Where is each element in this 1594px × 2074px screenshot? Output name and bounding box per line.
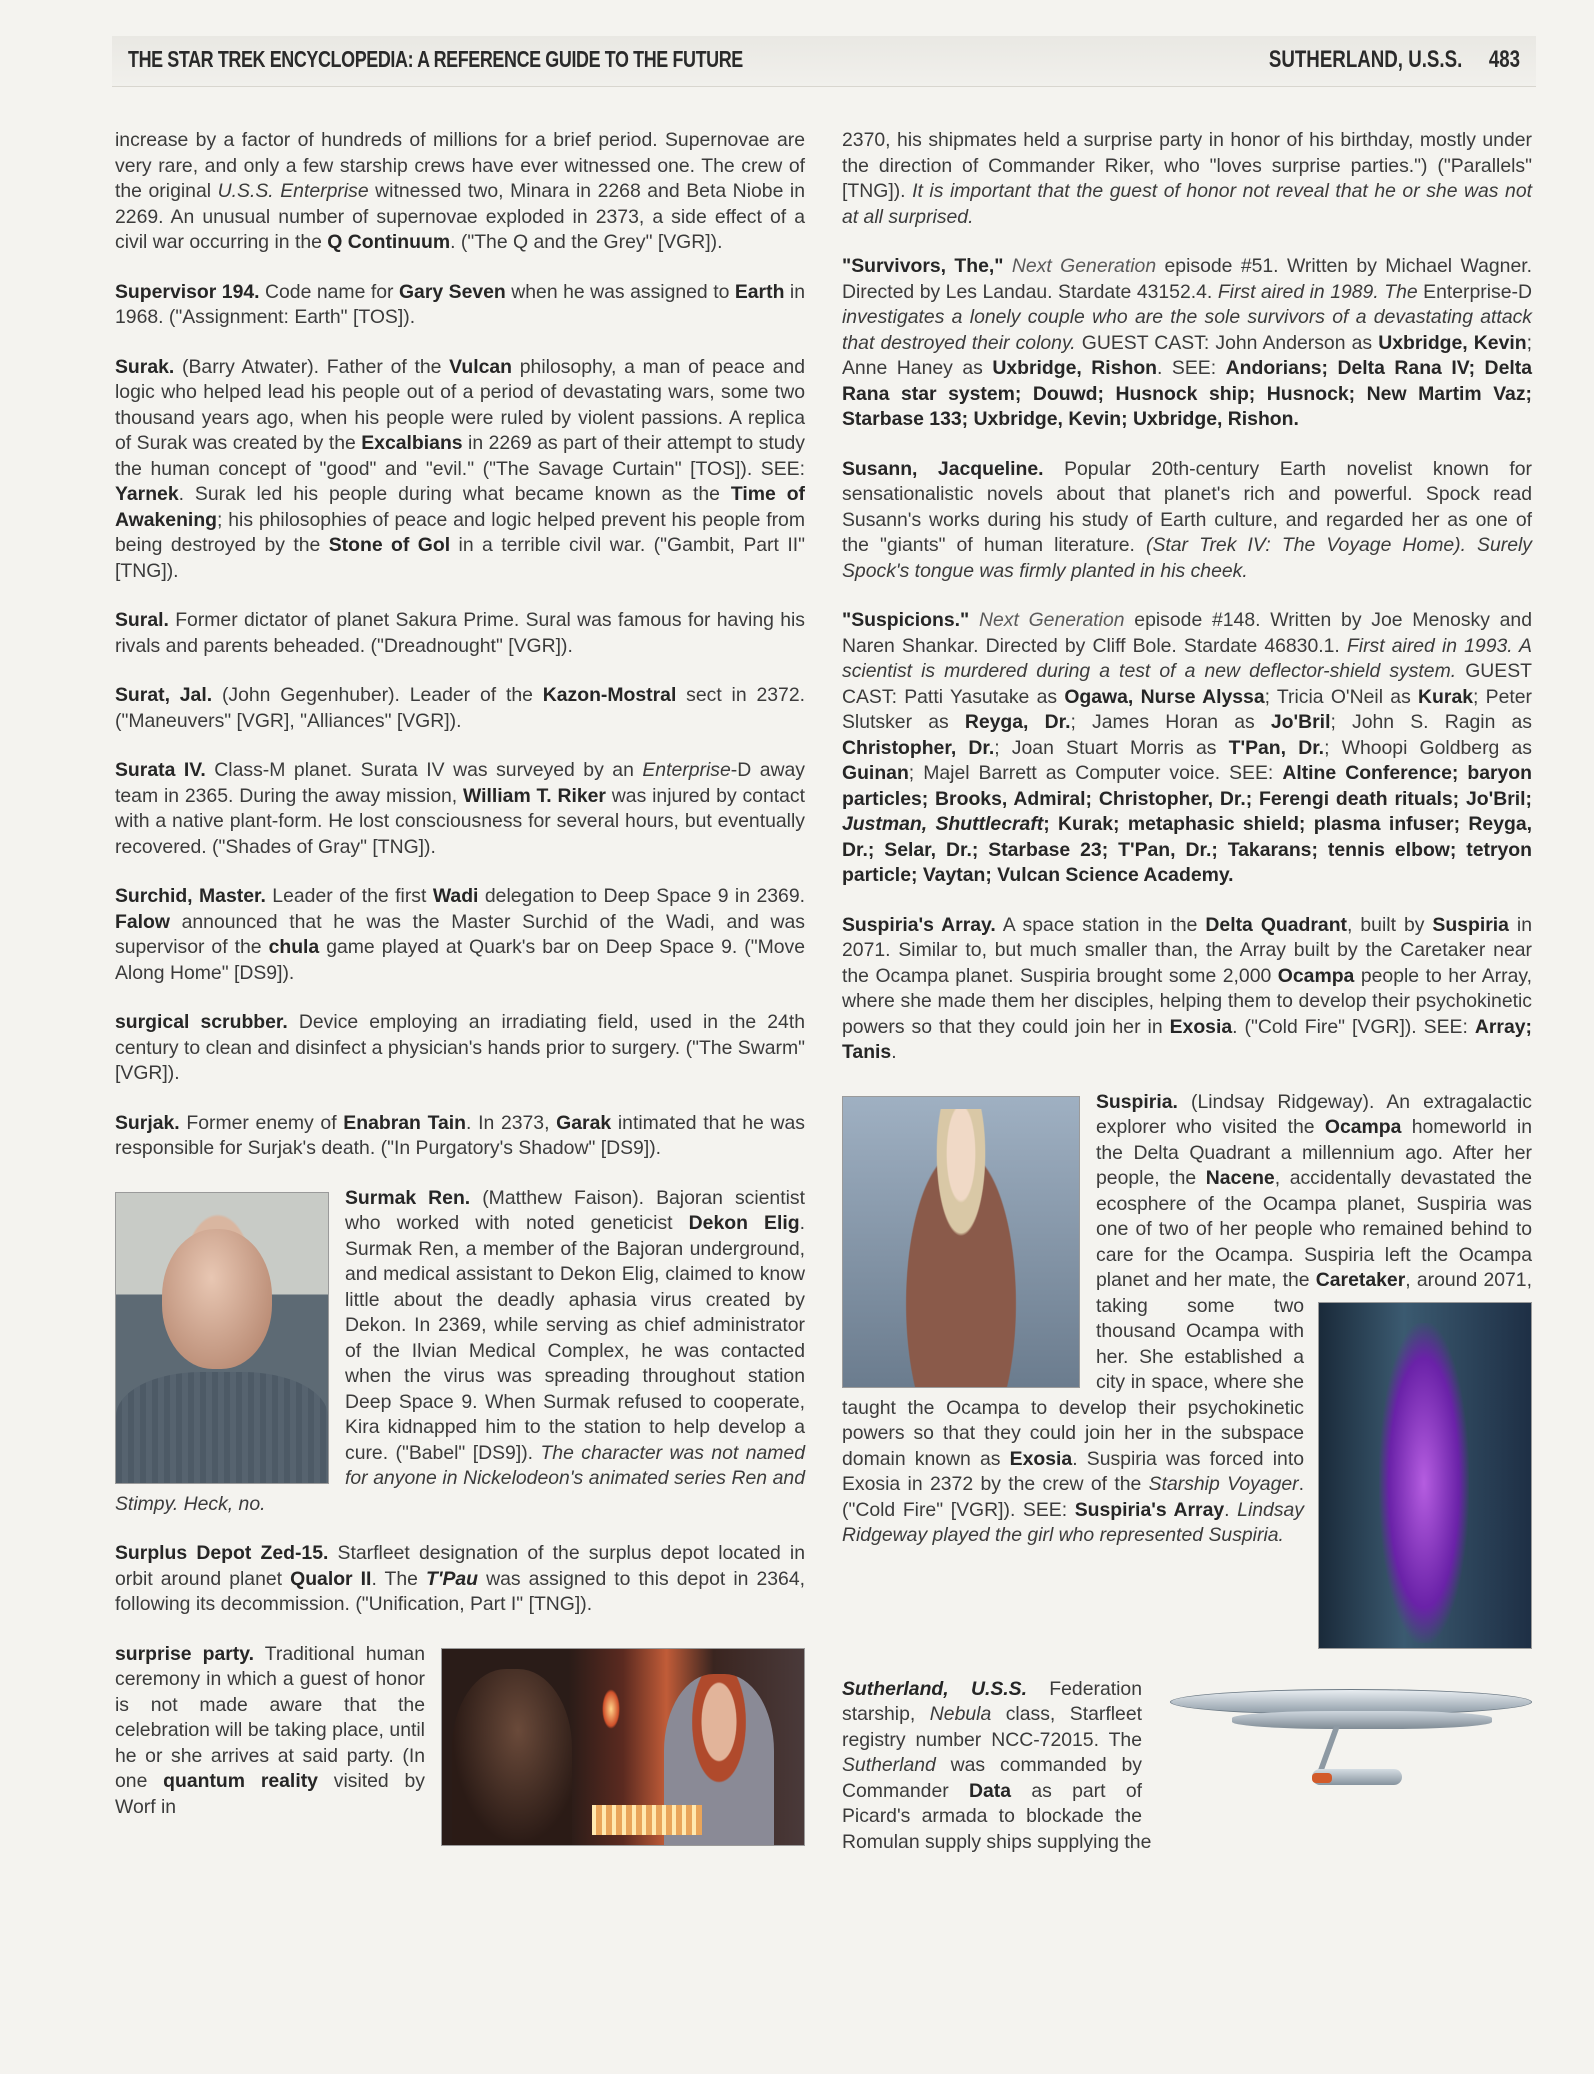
- text-run: Enterprise: [642, 759, 731, 781]
- text-run: Qualor II: [290, 1567, 372, 1590]
- text-run: Exosia: [1009, 1447, 1073, 1470]
- text-run: when he was assigned to: [505, 280, 735, 303]
- text-run: (Matthew Faison). Bajoran scientist who worked with noted geneticist: [345, 1186, 805, 1234]
- text-run: Caretaker: [1315, 1269, 1406, 1291]
- page-number: 483: [1488, 46, 1520, 73]
- entry-surata-iv: [115, 758, 805, 860]
- left-column: [115, 128, 805, 1874]
- text-run: ; Whoopi Goldberg as: [1324, 736, 1532, 759]
- text-run: philosophy, a man of peace and logic who helped lead his people out of a period of devastating wars, some two thousand years ago, when his people were ruled by violent passions. A replica of Surak was created by the: [115, 355, 805, 454]
- text-run: . Surak led his people during what became known as the: [178, 483, 731, 505]
- text-run: chula: [268, 936, 320, 958]
- text-run: in 2071. Similar to, but much smaller than, the Array built by the Caretaker near the Ocampa planet. Suspiria brought some 2,000: [842, 913, 1532, 987]
- text-run: Enterprise-D: [1423, 280, 1532, 303]
- text-run: Lindsay Ridgeway played the girl who represented Suspiria.: [842, 1498, 1304, 1546]
- text-run: intimated that he was responsible for Surjak's death. ("In Purgatory's Shadow" [DS9]).: [115, 1111, 806, 1159]
- headword: Surat, Jal.: [115, 684, 213, 706]
- entry-supernova-continued: [115, 128, 805, 256]
- text-run: Q Continuum: [327, 231, 451, 253]
- text-run: episode #51. Written by Michael Wagner. Directed by Les Landau. Stardate 43152.4.: [842, 255, 1532, 303]
- entry-surak: [115, 355, 805, 585]
- text-run: Next Generation: [969, 609, 1125, 631]
- text-run: . Suspiria was forced into Exosia in 2372 by the crew of the: [842, 1447, 1304, 1495]
- headword: Suspiria's Array.: [842, 913, 996, 936]
- text-run: The character was not named for anyone in Nickelodeon's animated series Ren and Stimpy. Heck, no.: [115, 1441, 805, 1515]
- book-title: THE STAR TREK ENCYCLOPEDIA: A REFERENCE GUIDE TO THE FUTURE: [128, 46, 743, 72]
- text-run: Dekon Elig: [688, 1212, 800, 1234]
- text-run: in 1968. ("Assignment: Earth" [TOS]).: [115, 280, 805, 328]
- text-run: (John Gegenhuber). Leader of the: [212, 684, 543, 706]
- text-run: ; Majel Barrett as Computer voice. SEE:: [908, 762, 1283, 784]
- text-run: . Surmak Ren, a member of the Bajoran underground, and medical assistant to Dekon Elig, claimed to know little about the deadly aphasia virus created by Dekon. In 2369, while serving as chief administrator of the Ilvian Medical Complex, he was contacted when the virus was spreading throughout station Deep Space 9. When Surmak refused to cooperate, Kira kidnapped him to the station to help develop a cure. ("Babel" [DS9]).: [345, 1212, 805, 1464]
- text-run: Wadi: [432, 885, 479, 907]
- entry-surjak: [115, 1111, 805, 1162]
- text-run: game played at Quark's bar on Deep Space 9. ("Move Along Home" [DS9]).: [115, 936, 806, 984]
- text-run: homeworld in the Delta Quadrant a millennium ago. After her people, the: [1096, 1116, 1533, 1189]
- headword: Surplus Depot Zed-15.: [115, 1542, 329, 1564]
- text-run: Uxbridge, Rishon: [992, 357, 1158, 379]
- text-run: Data: [969, 1779, 1012, 1802]
- text-run: Suspiria's Array: [1074, 1498, 1225, 1521]
- text-run: ; Tricia O'Neil as: [1264, 685, 1419, 708]
- text-run: . In 2373,: [466, 1111, 557, 1134]
- text-run: A space station in the: [995, 913, 1206, 936]
- text-run: Traditional human ceremony in which a guest of honor is not made aware that the celebration will be taking place, until he or she arrives at said party. (In one: [115, 1642, 426, 1792]
- entry-survivors: [842, 254, 1532, 433]
- entry-susann-jacqueline: [842, 457, 1532, 585]
- entry-surmak-ren: [115, 1186, 805, 1518]
- entry-suspicions: [842, 608, 1532, 889]
- entry-surchid-master: [115, 884, 805, 986]
- text-run: Vulcan: [449, 355, 513, 378]
- headword: Susann, Jacqueline.: [842, 457, 1044, 480]
- text-run: . SEE:: [1157, 357, 1226, 379]
- text-run: Former enemy of: [179, 1111, 344, 1134]
- text-run: (Lindsay Ridgeway). An extragalactic explorer who visited the: [1096, 1090, 1532, 1138]
- text-run: Starship Voyager: [1148, 1473, 1299, 1495]
- text-run: (Star Trek IV: The Voyage Home). Surely Spock's tongue was firmly planted in his cheek.: [842, 534, 1532, 582]
- text-run: ; his philosophies of peace and logic helped prevent his people from being destroyed by the: [115, 508, 805, 556]
- headword: Supervisor 194.: [115, 280, 260, 303]
- text-run: Exosia: [1169, 1015, 1233, 1038]
- text-run: was injured by contact with a native plant-form. He lost consciousness for several hours, but eventually recovered. ("Shades of Gray" [TNG]).: [115, 784, 805, 858]
- text-run: Garak: [556, 1111, 612, 1134]
- text-run: witnessed two, Minara in 2268 and Beta Niobe in 2269. An unusual number of supernovae exploded in 2373, a side effect of a civil war occurring in the: [115, 180, 806, 253]
- entry-sural: [115, 608, 805, 659]
- headword: Surak.: [115, 355, 175, 378]
- text-run: in a terrible civil war. ("Gambit, Part II" [TNG]).: [115, 534, 805, 582]
- illustration-starship-sutherland: [1152, 1677, 1532, 1807]
- text-run: . ("Cold Fire" [VGR]). SEE:: [842, 1473, 1305, 1521]
- text-run: people to her Array, where she made them her disciples, helping them to develop their psychokinetic powers so that they could join her in: [842, 964, 1532, 1038]
- headword: Surmak Ren.: [345, 1186, 471, 1209]
- text-run: investigates a lonely couple who are the sole survivors of a devastating attack that destroyed their colony.: [842, 306, 1532, 354]
- text-run: William T. Riker: [463, 784, 606, 807]
- text-run: ; James Horan as: [1070, 711, 1271, 733]
- text-run: It is important that the guest of honor not reveal that he or she was not at all surprised.: [842, 180, 1533, 228]
- photo-surprise-party: [441, 1648, 805, 1846]
- text-run: Kurak: [1418, 685, 1474, 708]
- text-run: class, Starfleet registry number NCC-72015. The: [842, 1703, 1142, 1751]
- entry-surplus-depot: [115, 1541, 805, 1618]
- entry-supervisor-194: [115, 280, 805, 331]
- text-run: delegation to Deep Space 9 in 2369.: [478, 885, 805, 907]
- headword: "Survivors, The,": [842, 255, 1004, 277]
- text-run: T'Pau: [426, 1567, 479, 1590]
- text-run: Federation starship,: [842, 1677, 1143, 1725]
- text-run: Gary Seven: [398, 280, 506, 303]
- text-run: Popular 20th-century Earth novelist known for sensationalistic novels about that planet's rich and powerful. Spock read Susann's works during his study of Earth culture, and regarded her as one of the "giants" of human literature.: [842, 457, 1533, 556]
- text-run: ; Kurak; metaphasic shield; plasma infuser; Reyga, Dr.; Selar, Dr.; Starbase 23; T'Pan, Dr.; Takarans; tennis elbow; tetryon particle; Vaytan; Vulcan Science Academy.: [842, 813, 1532, 886]
- text-run: Leader of the first: [265, 885, 433, 907]
- text-run: announced that he was the Master Surchid of the Wadi, and was supervisor of the: [115, 910, 805, 958]
- text-run: , built by: [1347, 913, 1433, 936]
- text-run: Next Generation: [1003, 255, 1157, 277]
- text-run: Starfleet designation of the surplus depot located in orbit around planet: [115, 1542, 806, 1590]
- text-run: T'Pan, Dr.: [1228, 736, 1325, 759]
- text-run: Nacene: [1205, 1167, 1275, 1189]
- text-run: Ocampa: [1324, 1116, 1402, 1138]
- text-run: Andorians; Delta Rana IV; Delta Rana star system; Douwd; Husnock ship; Husnock; New Martim Vaz; Starbase 133; Uxbridge, Kevin; Uxbridge, Rishon.: [842, 357, 1532, 430]
- entry-suspirias-array: [842, 913, 1532, 1066]
- text-run: U.S.S. Enterprise: [217, 180, 369, 202]
- text-run: , around 2071, taking some two thousand Ocampa with her. She established a city in space, where she taught the Ocampa to develop their psychokinetic powers so that they could join her in the subspace domain known as: [842, 1269, 1532, 1470]
- headword: surgical scrubber.: [115, 1011, 288, 1033]
- entry-surprise-party: [115, 1642, 805, 1850]
- text-run: episode #148. Written by Joe Menosky and Naren Shankar. Directed by Cliff Bole. Stardate 46830.1.: [842, 609, 1533, 657]
- text-run: as part of Picard's armada to blockade the Romulan supply ships supplying the: [842, 1779, 1152, 1853]
- running-header: [112, 36, 1536, 87]
- text-run: Ogawa, Nurse Alyssa: [1064, 685, 1265, 708]
- text-run: Ocampa: [1277, 964, 1355, 987]
- headword: Surchid, Master.: [115, 885, 266, 907]
- text-run: Stone of Gol: [328, 534, 451, 556]
- text-run: Justman, Shuttlecraft: [842, 813, 1044, 835]
- text-run: ; Peter Slutsker as: [842, 685, 1533, 733]
- text-run: visited by Worf in: [115, 1770, 425, 1818]
- headword: Surjak.: [115, 1111, 180, 1134]
- text-run: ; Joan Stuart Morris as: [994, 736, 1229, 759]
- text-run: Christopher, Dr.: [842, 736, 995, 759]
- entry-sutherland: [842, 1677, 1532, 1856]
- text-run: Suspiria: [1432, 913, 1509, 936]
- text-run: Uxbridge, Kevin: [1378, 331, 1527, 354]
- text-run: sect in 2372. ("Maneuvers" [VGR], "Alliances" [VGR]).: [115, 684, 805, 732]
- text-run: Nebula: [929, 1703, 992, 1725]
- text-run: Former dictator of planet Sakura Prime. Sural was famous for having his rivals and parents beheaded. ("Dreadnought" [VGR]).: [115, 609, 805, 657]
- text-run: Enabran Tain: [343, 1111, 466, 1134]
- text-run: .: [1224, 1498, 1238, 1521]
- text-run: Sutherland: [842, 1754, 936, 1776]
- text-run: GUEST CAST: John Anderson as: [1075, 331, 1379, 354]
- text-run: Yarnek: [115, 483, 179, 505]
- entry-surgical-scrubber: [115, 1010, 805, 1087]
- header-right: [1269, 46, 1520, 74]
- headword: surprise party.: [115, 1642, 255, 1665]
- text-run: Code name for: [259, 280, 399, 303]
- text-run: increase by a factor of hundreds of millions for a brief period. Supernovae are very rare, and only a few starship crews have ever witnessed one. The crew of the original: [115, 129, 805, 202]
- section-title: SUTHERLAND, U.S.S.: [1268, 46, 1463, 73]
- entry-surprise-party-continued: [842, 128, 1532, 230]
- text-run: was commanded by Commander: [842, 1754, 1142, 1802]
- text-run: quantum reality: [163, 1770, 318, 1792]
- text-run: . ("The Q and the Grey" [VGR]).: [450, 231, 723, 253]
- text-run: .: [891, 1041, 897, 1063]
- text-run: Device employing an irradiating field, used in the 24th century to clean and disinfect a physician's hands prior to surgery. ("The Swarm" [VGR]).: [115, 1011, 805, 1084]
- headword: Sutherland, U.S.S.: [842, 1677, 1027, 1700]
- text-run: ; John S. Ragin as: [1330, 711, 1532, 733]
- text-run: Guinan: [842, 762, 909, 784]
- entry-surat-jal: [115, 683, 805, 734]
- text-run: GUEST CAST: Patti Yasutake as: [842, 660, 1532, 708]
- text-run: Reyga, Dr.: [964, 711, 1071, 733]
- headword: "Suspicions.": [842, 609, 970, 631]
- text-run: 2370, his shipmates held a surprise party in honor of his birthday, mostly under the direction of Commander Riker, who "loves surprise parties.") ("Parallels" [TNG]).: [842, 129, 1532, 202]
- text-run: in 2269 as part of their attempt to study the human concept of "good" and "evil." ("The Savage Curtain" [TOS]). SEE:: [115, 432, 806, 480]
- entry-suspiria: [842, 1090, 1532, 1653]
- right-column: [842, 128, 1532, 1879]
- text-run: Altine Conference; baryon particles; Brooks, Admiral; Christopher, Dr.; Ferengi death rituals; Jo'Bril;: [842, 762, 1532, 810]
- text-run: First aired in 1993. A scientist is murdered during a test of a new deflector-shield system.: [842, 634, 1532, 682]
- text-run: , accidentally devastated the ecosphere of the Ocampa planet, Suspiria was one of two of her people who remained behind to care for the Ocampa. Suspiria left the Ocampa planet and her mate, the: [1096, 1167, 1532, 1291]
- text-run: Falow: [115, 910, 170, 933]
- text-run: ; Anne Haney as: [842, 331, 1532, 379]
- text-run: Class-M planet. Surata IV was surveyed by an: [205, 759, 643, 781]
- text-run: (Barry Atwater). Father of the: [174, 355, 450, 378]
- headword: Sural.: [115, 609, 169, 631]
- text-run: Earth: [734, 280, 785, 303]
- photo-suspiria: [842, 1096, 1080, 1388]
- photo-suspirias-array: [1318, 1302, 1532, 1649]
- text-run: Delta Quadrant: [1205, 913, 1348, 936]
- text-run: was assigned to this depot in 2364, following its decommission. ("Unification, Part I" [TNG]).: [115, 1567, 806, 1615]
- text-run: . The: [371, 1567, 426, 1590]
- text-run: -D away team in 2365. During the away mission,: [115, 759, 805, 807]
- photo-surmak-ren: [115, 1192, 329, 1484]
- text-run: Array; Tanis: [842, 1015, 1532, 1063]
- headword: Suspiria.: [1096, 1090, 1178, 1113]
- text-run: Excalbians: [361, 432, 463, 454]
- headword: Surata IV.: [115, 759, 206, 781]
- text-run: Time of Awakening: [115, 483, 805, 531]
- text-run: First aired in 1989. The: [1217, 280, 1424, 303]
- text-run: . ("Cold Fire" [VGR]). SEE:: [1232, 1015, 1475, 1038]
- text-run: Jo'Bril: [1270, 711, 1331, 733]
- text-run: Kazon-Mostral: [542, 684, 677, 706]
